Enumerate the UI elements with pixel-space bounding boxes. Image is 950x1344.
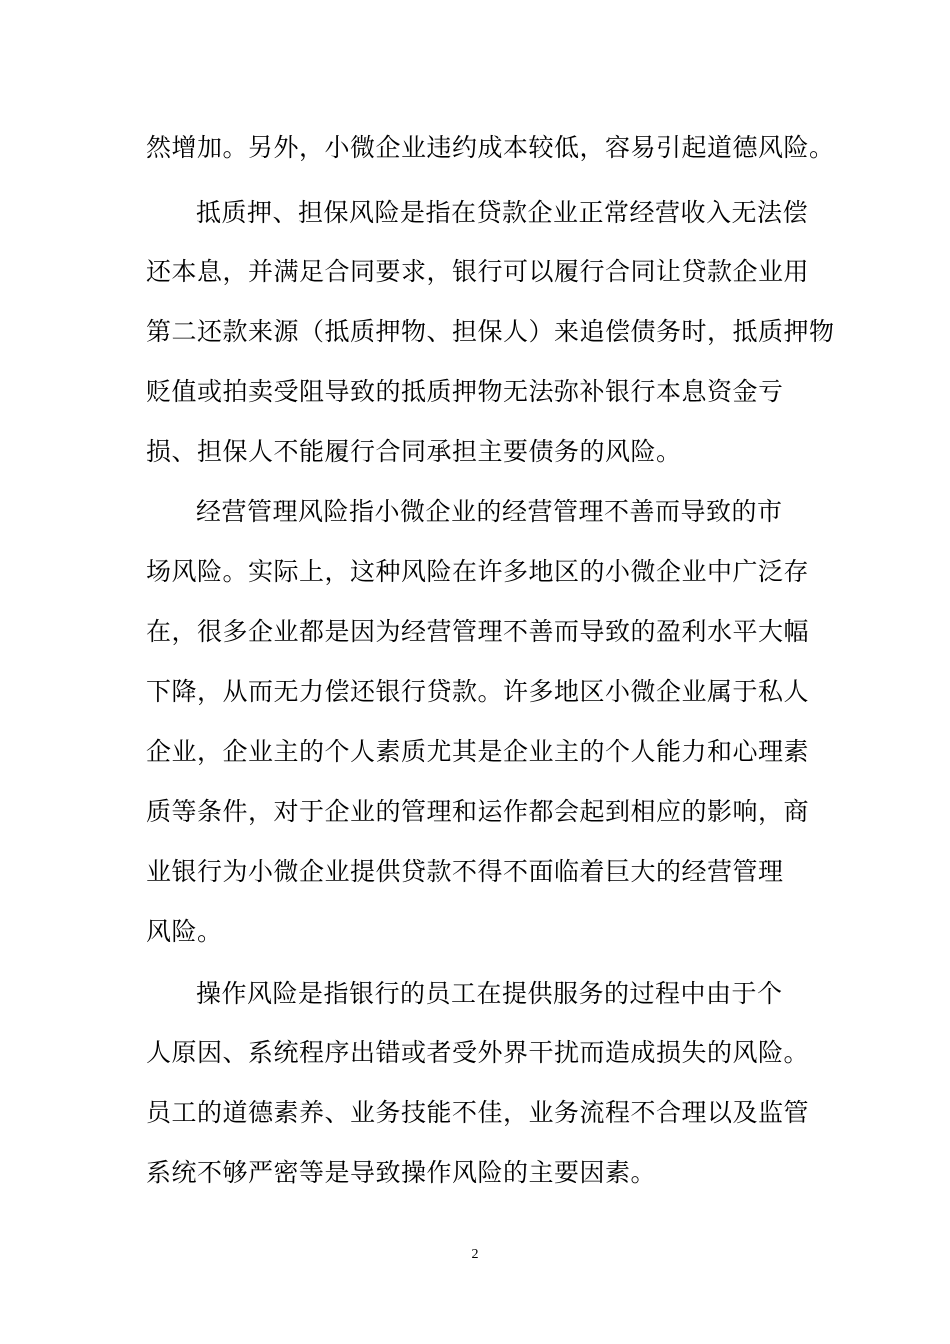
paragraph-line: 贬值或拍卖受阻导致的抵质押物无法弥补银行本息资金亏 bbox=[146, 377, 784, 406]
page-number: 2 bbox=[471, 1247, 479, 1262]
paragraph-line: 人原因、系统程序出错或者受外界干扰而造成损失的风险。 bbox=[146, 1038, 810, 1067]
paragraph-line: 操作风险是指银行的员工在提供服务的过程中由于个 bbox=[196, 979, 783, 1008]
paragraph-line: 然增加。另外，小微企业违约成本较低，容易引起道德风险。 bbox=[146, 133, 835, 162]
paragraph-line: 业银行为小微企业提供贷款不得不面临着巨大的经营管理 bbox=[146, 857, 784, 886]
paragraph-line: 质等条件，对于企业的管理和运作都会起到相应的影响，商 bbox=[146, 797, 810, 826]
paragraph-line: 在，很多企业都是因为经营管理不善而导致的盈利水平大幅 bbox=[146, 617, 810, 646]
paragraph-line: 损、担保人不能履行合同承担主要债务的风险。 bbox=[146, 437, 682, 466]
paragraph-line: 场风险。实际上，这种风险在许多地区的小微企业中广泛存 bbox=[146, 557, 810, 586]
paragraph-line: 经营管理风险指小微企业的经营管理不善而导致的市 bbox=[196, 497, 783, 526]
paragraph-line: 企业，企业主的个人素质尤其是企业主的个人能力和心理素 bbox=[146, 737, 810, 766]
paragraph-line: 抵质押、担保风险是指在贷款企业正常经营收入无法偿 bbox=[196, 198, 809, 227]
paragraph-line: 第二还款来源（抵质押物、担保人）来追偿债务时，抵质押物 bbox=[146, 317, 835, 346]
paragraph-line: 风险。 bbox=[146, 917, 223, 946]
paragraph-line: 员工的道德素养、业务技能不佳，业务流程不合理以及监管 bbox=[146, 1098, 810, 1127]
paragraph-line: 还本息，并满足合同要求，银行可以履行合同让贷款企业用 bbox=[146, 257, 810, 286]
paragraph-line: 下降，从而无力偿还银行贷款。许多地区小微企业属于私人 bbox=[146, 677, 810, 706]
paragraph-line: 系统不够严密等是导致操作风险的主要因素。 bbox=[146, 1158, 657, 1187]
